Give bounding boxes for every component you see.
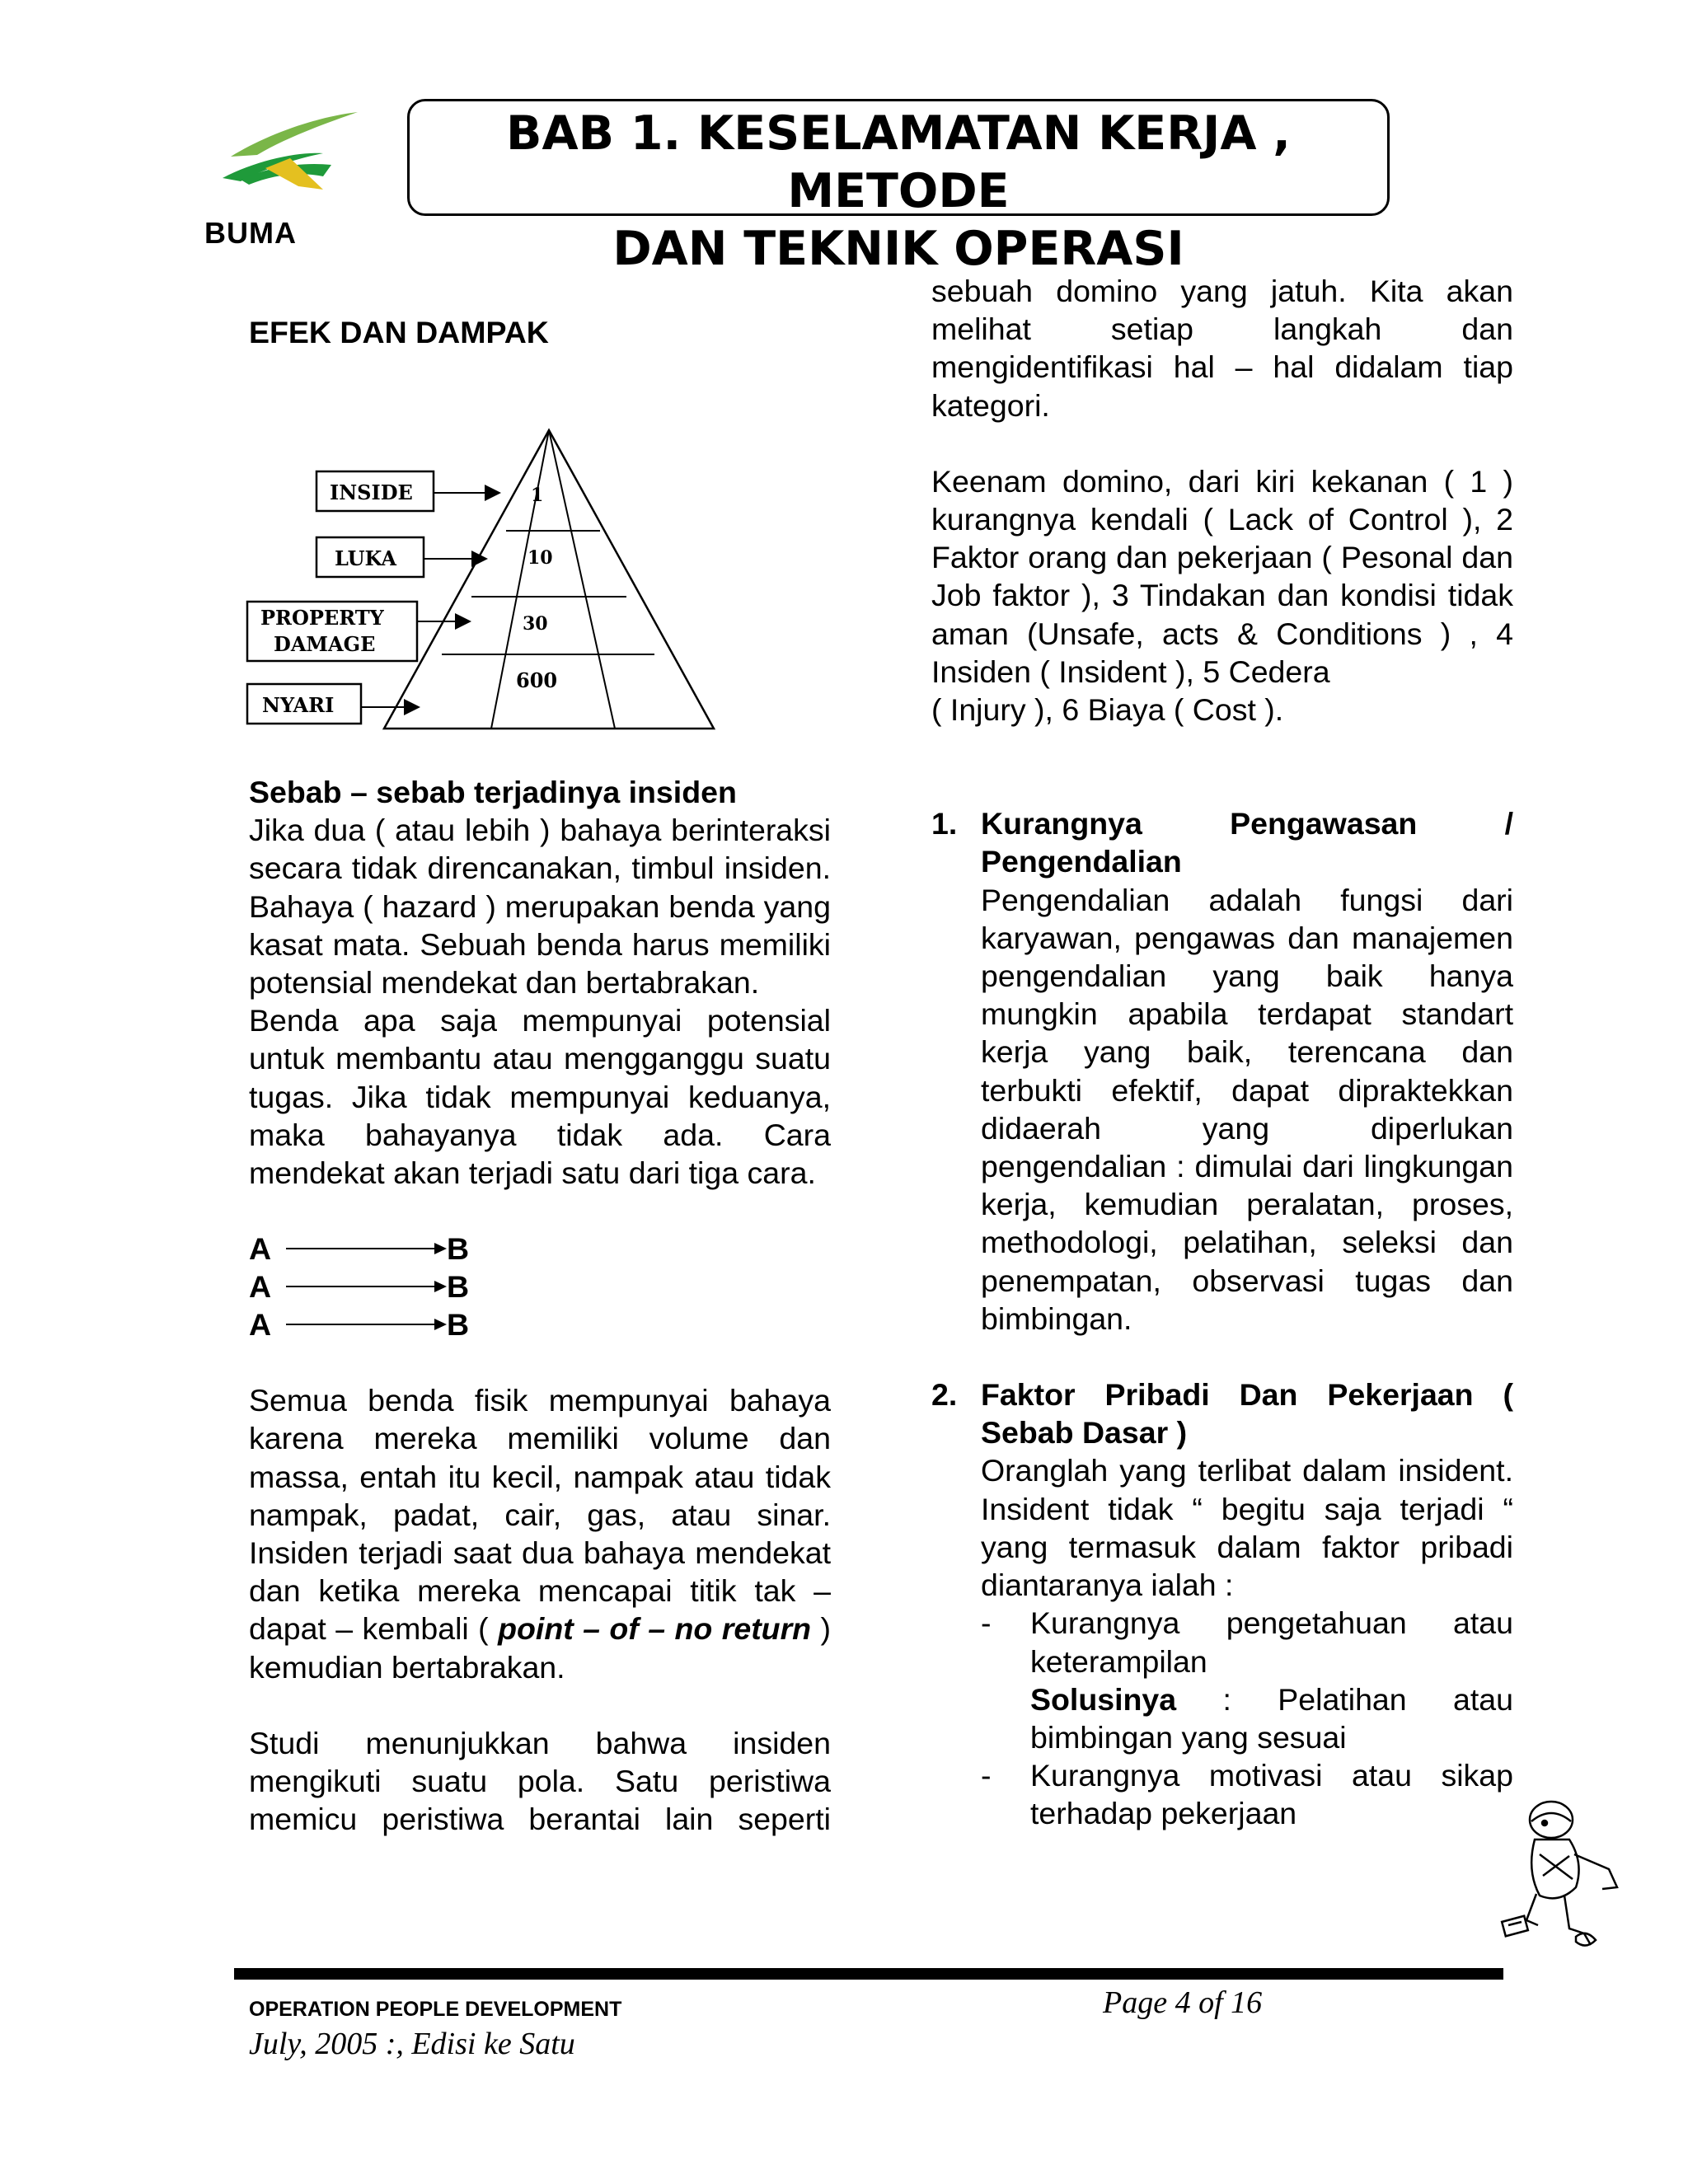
left-column-text [249, 773, 831, 1838]
incident-pyramid-diagram [244, 424, 738, 737]
paragraph-interaksi: Jika dua ( atau lebih ) bahaya berinteraksi secara tidak direncanakan, timbul insiden. Bahaya ( hazard ) merupakan benda yang kasat mata. Sebuah benda harus memiliki potensial mendekat dan bertabrakan. [249, 813, 831, 1001]
pyramid-label-property-damage-2: DAMAGE [274, 632, 376, 656]
bullet-item [981, 1604, 1513, 1756]
paragraph-studi: Studi menunjukkan bahwa insiden mengikuti suatu pola. Satu peristiwa memicu peristiwa berantai lain seperti [249, 1725, 831, 1837]
ab-row-b: B [447, 1307, 470, 1343]
footer-rule [234, 1968, 1503, 1980]
list-item-kurangnya-pengawasan [931, 804, 1513, 1338]
paragraph-benda-fisik [249, 1381, 831, 1686]
footer-org: OPERATION PEOPLE DEVELOPMENT [249, 1998, 622, 2021]
worker-cartoon-icon [1493, 1797, 1625, 1953]
bullet-item [981, 1756, 1513, 1832]
footer-date: July, 2005 :, Edisi ke Satu [249, 2027, 575, 2061]
sebab-heading: Sebab – sebab terjadinya insiden [249, 775, 737, 809]
pyramid-value-30: 30 [523, 613, 548, 635]
point-of-no-return-emphasis: point – of – no return [498, 1611, 812, 1647]
ab-row [249, 1305, 831, 1343]
page-number: Page 4 of 16 [1103, 1985, 1263, 2020]
arrow-right-icon [286, 1317, 447, 1332]
paragraph-keenam-domino: Keenam domino, dari kiri kekanan ( 1 ) kurangnya kendali ( Lack of Control ), 2 Faktor orang dan pekerjaan ( Pesonal dan Job faktor ), 3 Tindakan dan kondisi tidak aman (Unsafe, acts & Conditions ) , 4 Insiden ( Insident ), 5 Cedera [931, 463, 1513, 689]
pyramid-label-property-damage: PROPERTY [260, 606, 384, 630]
list-item-body: Oranglah yang terlibat dalam insident. Insident tidak “ begitu saja terjadi “ yang termasuk dalam faktor pribadi diantaranya ialah : [981, 1453, 1513, 1603]
bullet-dash: - [981, 1605, 992, 1641]
pyramid-label-inside: INSIDE [330, 480, 413, 504]
ab-row-b: B [447, 1231, 470, 1267]
right-column-text [931, 272, 1513, 1833]
solution-label: Solusinya [1030, 1681, 1177, 1717]
logo-text: BUMA [204, 216, 297, 250]
pyramid-label-nyari: NYARI [262, 693, 335, 717]
approach-diagram [249, 1230, 831, 1343]
ab-row [249, 1268, 831, 1305]
pyramid-value-1: 1 [531, 485, 544, 506]
bullet-text: Kurangnya motivasi atau sikap terhadap pekerjaan [1030, 1758, 1513, 1831]
ab-row-a: A [249, 1269, 272, 1305]
bullet-dash: - [981, 1758, 992, 1793]
pyramid-value-10: 10 [528, 547, 553, 569]
arrow-right-icon [286, 1241, 447, 1256]
buma-logo-icon [216, 110, 364, 201]
section-heading-efek: EFEK DAN DAMPAK [249, 315, 549, 349]
arrow-right-icon [286, 1279, 447, 1294]
list-item-number: 2. [931, 1377, 958, 1413]
chapter-title-line2: DAN TEKNIK OPERASI [612, 222, 1184, 276]
paragraph-potensial: Benda apa saja mempunyai potensial untuk membantu atau mengganggu suatu tugas. Jika tidak mempunyai keduanya, maka bahayanya tidak ada. Cara mendekat akan terjadi satu dari tiga cara. [249, 1003, 831, 1191]
list-item-title: Faktor Pribadi Dan Pekerjaan ( Sebab Dasar ) [981, 1377, 1513, 1451]
list-item-number: 1. [931, 806, 958, 841]
chapter-title-line1: BAB 1. KESELAMATAN KERJA , METODE [506, 106, 1291, 218]
paragraph-keenam-domino-end: ( Injury ), 6 Biaya ( Cost ). [931, 692, 1284, 728]
pyramid-value-600: 600 [516, 668, 558, 692]
chapter-title-box [407, 99, 1390, 276]
paragraph-domino: sebuah domino yang jatuh. Kita akan melihat setiap langkah dan mengidentifikasi hal – hal didalam tiap kategori. [931, 274, 1513, 423]
bullet-text: Kurangnya pengetahuan atau keterampilan [1030, 1605, 1513, 1679]
ab-row [249, 1230, 831, 1268]
bullet-solution [1030, 1680, 1513, 1756]
list-item-faktor-pribadi [931, 1376, 1513, 1832]
list-item-title: Kurangnya Pengawasan / Pengendalian [981, 806, 1513, 879]
ab-row-b: B [447, 1269, 470, 1305]
list-item-body: Pengendalian adalah fungsi dari karyawan, pengawas dan manajemen pengendalian yang baik hanya mungkin apabila terdapat standart kerja yang baik, terencana dan terbukti efektif, dapat dipraktekkan didaerah yang diperlukan pengendalian : dimulai dari lingkungan kerja, kemudian peralatan, proses, methodologi, pelatihan, seleksi dan penempatan, observasi tugas dan bimbingan. [981, 882, 1513, 1336]
paragraph-benda-fisik-end: ) kemudian bertabrakan. [249, 1611, 832, 1685]
paragraph-benda-fisik-start: Semua benda fisik mempunyai bahaya karena mereka memiliki volume dan massa, entah itu kecil, nampak atau tidak nampak, padat, cair, gas, atau sinar. Insiden terjadi saat dua bahaya mendekat dan ketika mereka mencapai titik tak – dapat – kembali ( [249, 1383, 831, 1647]
ab-row-a: A [249, 1231, 272, 1267]
solution-text: : Pelatihan atau bimbingan yang sesuai [1030, 1681, 1513, 1755]
pyramid-label-luka: LUKA [335, 546, 396, 570]
ab-row-a: A [249, 1307, 272, 1343]
